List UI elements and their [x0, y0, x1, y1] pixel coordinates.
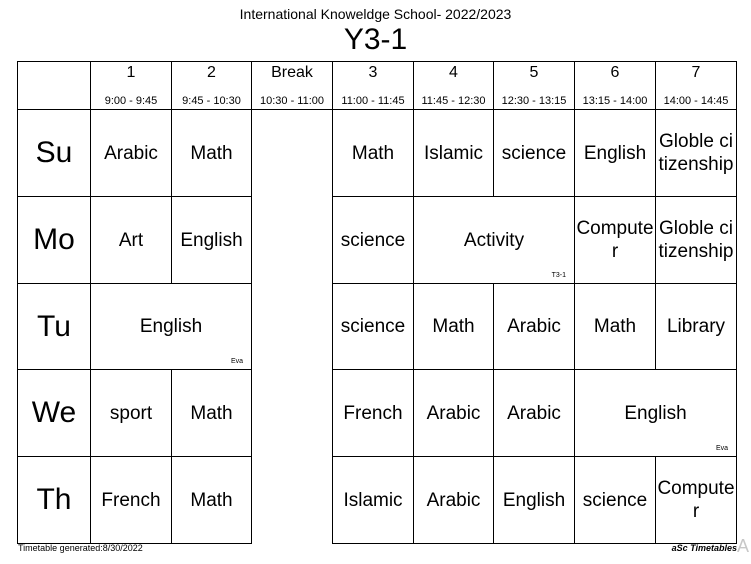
lesson-subject: Arabic: [104, 142, 158, 164]
period-header: [171, 61, 252, 110]
lesson-cell: [655, 196, 737, 284]
period-number: 2: [207, 64, 216, 81]
lesson-subject: Computer: [576, 218, 654, 262]
lesson-subject: Arabic: [426, 489, 481, 511]
period-header: [332, 61, 414, 110]
lesson-cell: [493, 109, 575, 197]
period-time: 11:45 - 12:30: [421, 95, 486, 107]
lesson-cell: [574, 369, 737, 457]
period-number: 7: [691, 64, 701, 81]
lesson-cell: [655, 283, 737, 370]
lesson-cell: [413, 456, 494, 544]
lesson-cell: [574, 196, 656, 284]
lesson-subject: science: [582, 489, 648, 511]
period-number: 4: [449, 64, 458, 81]
lesson-subject: Islamic: [423, 142, 484, 164]
lesson-cell: [171, 456, 252, 544]
lesson-subject: science: [501, 142, 567, 164]
period-time: 11:00 - 11:45: [341, 95, 405, 107]
lesson-cell: [171, 109, 252, 197]
period-header: [574, 61, 656, 110]
lesson-subject: Globle citizenship: [658, 131, 734, 175]
lesson-subject: Islamic: [343, 489, 403, 511]
lesson-cell: [332, 109, 414, 197]
period-time: 12:30 - 13:15: [501, 95, 567, 107]
lesson-cell: [413, 109, 494, 197]
lesson-subject: Arabic: [426, 402, 481, 424]
period-number: 6: [610, 64, 620, 81]
day-label: Mo: [17, 196, 91, 284]
lesson-subject: Globle citizenship: [658, 218, 734, 262]
lesson-subject: Math: [190, 142, 233, 164]
lesson-subject: sport: [109, 402, 153, 424]
school-title: International Knoweldge School- 2022/2023: [239, 6, 512, 22]
teacher-label: Eva: [715, 445, 728, 452]
lesson-subject: English: [502, 489, 566, 511]
lesson-cell: [171, 369, 252, 457]
period-time: 10:30 - 11:00: [259, 95, 324, 107]
period-number: 5: [529, 64, 539, 81]
period-time: 14:00 - 14:45: [663, 95, 729, 107]
lesson-subject: science: [340, 229, 406, 251]
lesson-subject: English: [139, 316, 203, 337]
lesson-subject: Computer: [657, 478, 735, 522]
lesson-cell: [493, 456, 575, 544]
period-number: 3: [368, 64, 378, 81]
lesson-subject: Math: [351, 142, 395, 164]
lesson-cell: [90, 369, 172, 457]
period-time: 13:15 - 14:00: [582, 95, 648, 107]
lesson-subject: Activity: [463, 229, 525, 251]
lesson-subject: French: [343, 402, 403, 424]
corner-mark: A: [736, 536, 749, 556]
generated-date: Timetable generated:8/30/2022: [18, 543, 143, 553]
lesson-cell: [493, 283, 575, 370]
teacher-label: T3-1: [551, 272, 566, 279]
lesson-cell: [332, 456, 414, 544]
corner-cell: [17, 61, 91, 110]
lesson-subject: Math: [432, 316, 475, 337]
lesson-subject: Library: [666, 316, 726, 337]
lesson-cell: [655, 109, 737, 197]
period-header: [251, 61, 333, 110]
lesson-subject: Art: [118, 229, 144, 251]
lesson-cell: [332, 196, 414, 284]
lesson-cell: [574, 109, 656, 197]
lesson-cell: [574, 456, 656, 544]
period-time: 9:00 - 9:45: [104, 95, 158, 107]
lesson-cell: [574, 283, 656, 370]
lesson-cell: [332, 283, 414, 370]
day-label: Tu: [17, 283, 91, 370]
period-time: 9:45 - 10:30: [182, 95, 241, 107]
period-header: [493, 61, 575, 110]
lesson-cell: [493, 369, 575, 457]
period-header: [90, 61, 172, 110]
day-label: Th: [17, 456, 91, 544]
lesson-cell: [413, 196, 575, 284]
lesson-cell: [413, 369, 494, 457]
day-label: We: [17, 369, 91, 457]
lesson-subject: English: [180, 229, 243, 251]
lesson-cell: [655, 456, 737, 544]
lesson-subject: English: [583, 142, 647, 164]
day-label: Su: [17, 109, 91, 197]
period-number: Break: [271, 64, 313, 81]
lesson-cell: [171, 196, 252, 284]
lesson-subject: Math: [593, 316, 637, 337]
brand-label: aSc Timetables: [671, 543, 737, 553]
lesson-cell: [332, 369, 414, 457]
lesson-cell: [90, 283, 252, 370]
lesson-subject: Math: [190, 402, 233, 424]
lesson-subject: Math: [190, 489, 233, 511]
period-header: [655, 61, 737, 110]
lesson-subject: English: [624, 402, 687, 424]
lesson-subject: science: [340, 316, 406, 337]
period-header: [413, 61, 494, 110]
lesson-cell: [90, 196, 172, 284]
period-number: 1: [126, 64, 136, 81]
lesson-cell: [90, 456, 172, 544]
lesson-subject: Arabic: [507, 402, 561, 424]
lesson-cell: [413, 283, 494, 370]
lesson-cell: [90, 109, 172, 197]
teacher-label: Eva: [230, 358, 243, 365]
lesson-subject: French: [101, 489, 161, 511]
lesson-subject: Arabic: [507, 316, 561, 337]
class-name: Y3-1: [343, 23, 408, 56]
